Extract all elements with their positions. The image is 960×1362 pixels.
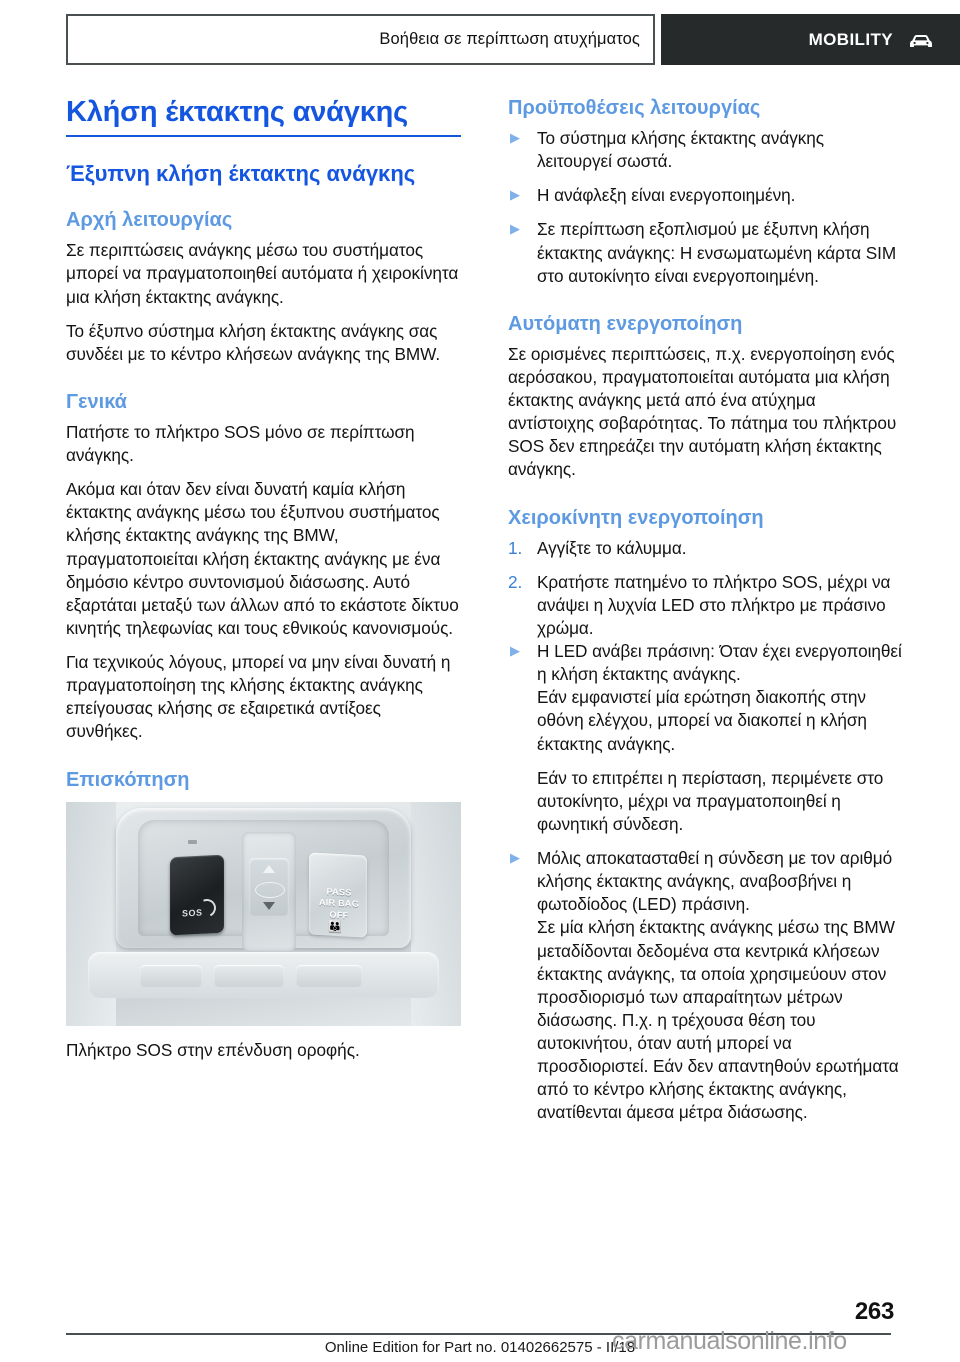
airbag-label-line2: AIR BAG — [318, 896, 360, 909]
arrow-up-icon — [263, 865, 275, 873]
paragraph: Ακόμα και όταν δεν είναι δυνατή καμία κλήση έκτακτης ανάγκης μέσω του έξυπνου συστήματος κλήσης έκτακτης ανάγκης της BMW, πραγματοποιείται κλήση έκτακτης ανάγκης με ένα δημόσιο κέντρο συντονισμού διάσωσης. Αυτό εξαρτάται μεταξύ των άλλων από το εκάστοτε δίκτυο κινητής τηλεφωνίας και τους εθνικούς κανονισμούς. — [66, 479, 459, 638]
list-item — [508, 184, 903, 207]
heading-general: Γενικά — [66, 390, 127, 413]
paragraph: Σε περιπτώσεις ανάγκης μέσω του συστήματος μπορεί να πραγματοποιηθεί αυτόματα ή χειροκίνητα μια κλήση έκτακτης ανάγκης. — [66, 240, 459, 307]
airbag-label-line3: OFF — [329, 908, 349, 920]
list-item — [508, 218, 903, 287]
chapter-title: Βοήθεια σε περίπτωση ατυχήματος — [379, 30, 640, 48]
list-item — [508, 127, 903, 173]
reading-lamp-center — [214, 965, 284, 987]
list-item — [508, 847, 903, 916]
reading-lamp-left — [140, 965, 202, 987]
requirements-list — [508, 127, 903, 288]
airbag-indicator-label — [315, 885, 363, 921]
sunroof-oval-icon — [255, 882, 285, 898]
list-item-text: Κρατήστε πατημένο το πλήκτρο SOS, μέχρι να ανάψει η λυχνία LED στο πλήκτρο με πράσινο χρώμα. — [537, 571, 891, 638]
list-item-text: Αγγίξτε το κάλυμμα. — [537, 537, 687, 558]
paragraph: Το έξυπνο σύστημα κλήση έκτακτης ανάγκης σας συνδέει με το κέντρο κλήσεων ανάγκης της BMW. — [66, 320, 441, 364]
list-item — [508, 571, 903, 640]
paragraph: Πατήστε το πλήκτρο SOS μόνο σε περίπτωση ανάγκης. — [66, 421, 415, 466]
airbag-label-line1: PASS — [326, 885, 352, 898]
list-item-text: Μόλις αποκατασταθεί η σύνδεση με τον αριθμό κλήσης έκτακτης ανάγκης, αναβοσβήνει η φωτοδίοδος (LED) πράσινη. — [537, 848, 893, 915]
manual-activation-notes-2 — [508, 847, 903, 916]
list-item — [508, 640, 903, 686]
list-item-text: Η LED ανάβει πράσινη: Όταν έχει ενεργοποιηθεί η κλήση έκτακτης ανάγκης. — [537, 641, 902, 685]
heading-operating-principle: Αρχή λειτουργίας — [66, 209, 233, 232]
figure-caption: Πλήκτρο SOS στην επένδυση οροφής. — [66, 1039, 360, 1060]
list-item-text: Σε περίπτωση εξοπλισμού με έξυπνη κλήση έκτακτης ανάγκης: Η ενσωματωμένη κάρτα SIM στο αυτοκίνητο είναι ενεργοποιημένη. — [537, 219, 897, 286]
manual-activation-steps — [508, 537, 903, 641]
watermark: carmanualsonline.info — [612, 1327, 847, 1355]
page-title: Κλήση έκτακτης ανάγκης — [66, 96, 409, 128]
triangle-bullet-icon: ▶ — [510, 130, 520, 145]
list-item — [508, 537, 903, 560]
edition-notice: Online Edition for Part no. 01402662575 - II/18 — [324, 1339, 636, 1356]
manual-activation-notes — [508, 640, 903, 686]
heading-overview: Επισκόπηση — [66, 768, 190, 791]
triangle-bullet-icon: ▶ — [510, 643, 520, 658]
sos-button-graphic — [170, 854, 224, 935]
heading-automatic-activation: Αυτόματη ενεργοποίηση — [508, 312, 743, 335]
section-tab-label: MOBILITY — [808, 29, 893, 49]
step-number: 1. — [508, 537, 523, 558]
reading-lamp-right — [296, 965, 362, 987]
overhead-console-sos-button-photo — [66, 802, 461, 1026]
section-heading-smart-ecall: Έξυπνη κλήση έκτακτης ανάγκης — [66, 161, 416, 187]
airbag-person-icon: 👪 — [328, 920, 342, 933]
list-item-text: Η ανάφλεξη είναι ενεργοποιημένη. — [537, 185, 796, 206]
triangle-bullet-icon: ▶ — [510, 850, 520, 865]
heading-operating-requirements: Προϋποθέσεις λειτουργίας — [508, 97, 761, 119]
triangle-bullet-icon: ▶ — [510, 221, 520, 237]
paragraph: Σε ορισμένες περιπτώσεις, π.χ. ενεργοποίηση ενός αερόσακου, πραγματοποιείται αυτόματα μια κλήση έκτακτης ανάγκης μετά από ένα ατύχημα αντίστοιχης σοβαρότητας. Το πάτημα του πλήκτρου SOS δεν επηρεάζει την αυτόματη κλήση έκτακτης ανάγκης. — [508, 343, 897, 480]
title-underline — [66, 135, 461, 137]
page-number: 263 — [854, 1298, 894, 1325]
triangle-bullet-icon: ▶ — [510, 187, 520, 203]
arrow-down-icon — [263, 902, 275, 910]
left-column — [66, 96, 461, 1062]
figure — [66, 802, 461, 1062]
led-indicator — [188, 840, 197, 844]
paragraph: Εάν το επιτρέπει η περίσταση, περιμένετε στο αυτοκίνητο, μέχρι να πραγματοποιηθεί η φωνητική σύνδεση. — [537, 767, 884, 834]
list-item-text: Το σύστημα κλήσης έκτακτης ανάγκης λειτουργεί σωστά. — [537, 128, 825, 172]
sos-button-label: SOS — [182, 907, 203, 919]
right-column — [508, 96, 903, 1136]
paragraph: Σε μία κλήση έκτακτης ανάγκης μέσω της BMW μεταδίδονται δεδομένα στα κεντρικά κλήσεων έκτακτης ανάγκης, τα οποία χρησιμεύουν στον προσδιορισμό των απαραίτητων μέτρων διάσωσης. Π.χ. η τρέχουσα θέση του αυτοκινήτου, όταν αυτή μπορεί να προσδιοριστεί. Εάν δεν απαντηθούν ερωτήματα από το κέντρο κλήσης έκτακτης ανάγκης, ανατίθενται άμεσα μέτρα διάσωσης. — [537, 917, 899, 1123]
step-number: 2. — [508, 571, 523, 592]
paragraph: Εάν εμφανιστεί μία ερώτηση διακοπής στην οθόνη ελέγχου, μπορεί να διακοπεί η κλήση έκτακτης ανάγκης. — [537, 687, 867, 754]
paragraph: Για τεχνικούς λόγους, μπορεί να μην είναι δυνατή η πραγματοποίηση της κλήσης έκτακτης ανάγκης επείγουσας κλήσης σε εξαιρετικά αντίξοες συνθήκες. — [66, 652, 451, 742]
heading-manual-activation: Χειροκίνητη ενεργοποίηση — [508, 506, 764, 529]
